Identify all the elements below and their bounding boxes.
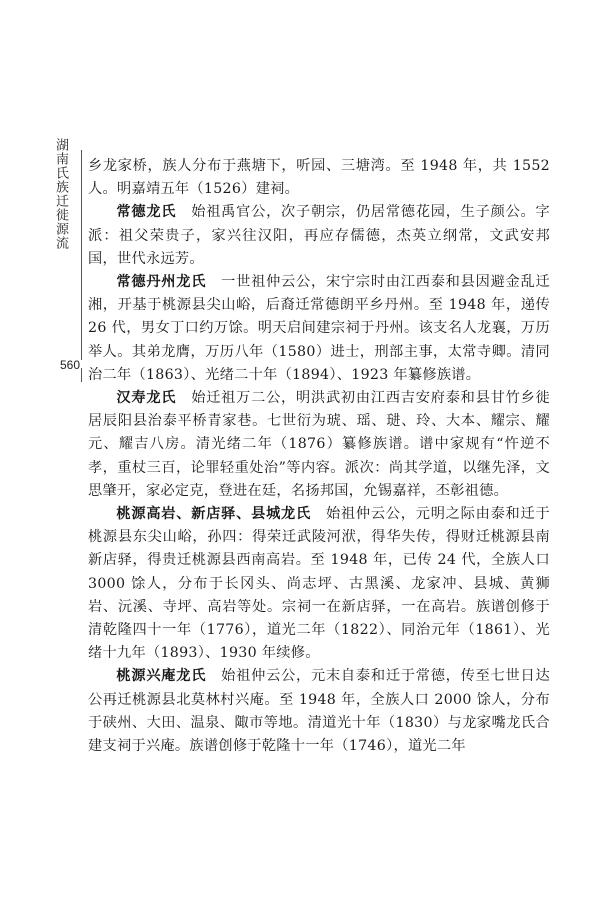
paragraph-text: 始祖仲云公，元明之际由泰和迁于桃源县东尖山峪，孙四：得荣迁武陵河洑，得华失传，得财迁桃源县南新店驿，得贵迁桃源县西南高岩。至 1948 年，已传 24 代，全族人口 3000 馀人，分布于长冈头、尚志坪、古黑溪、龙家冲、县城、黄狮岩、沅溪、寺坪、高岩等处。宗祠一在新店驿，一在高岩。族谱创修于清乾隆四十一年（1776），道光二年（1822）、同治元年（1861）、光绪十九年（1893）、1930 年续修。: [88, 506, 550, 662]
paragraph: [88, 665, 550, 758]
page-number: 560: [60, 358, 81, 372]
paragraph-text: 一世祖仲云公，宋宁宗时由江西泰和县因避金乱迁湘，开基于桃源县尖山峪，后裔迁常德朗平乡丹州。至 1948 年，递传 26 代，男女丁口约万馀。明天启间建宗祠于丹州。该支名人龙襄，万历举人。其弟龙膺，万历八年（1580）进士，刑部主事，太常寺卿。清同治二年（1863）、光绪二十年（1894）、1923 年纂修族谱。: [88, 274, 550, 383]
page-body: [88, 155, 550, 758]
section-heading: 汉寿龙氏: [116, 390, 177, 407]
paragraph-text: 始迁祖万二公，明洪武初由江西吉安府泰和县甘竹乡徙居辰阳县治泰平桥青家巷。七世衍为琥、瑶、琎、玲、大本、耀宗、耀元、耀吉八房。清光绪二年（1876）纂修族谱。谱中家规有“忤逆不孝，重杖三百，论罪轻重处治”等内容。派次：尚其学道，以继先泽，文思肇开，家必定克，登进在廷，名扬邦国，允锡嘉祥，丕彰祖德。: [88, 390, 550, 499]
paragraph: [88, 387, 550, 503]
paragraph-text: 始祖禹官公，次子朝宗，仍居常德花园，生子颜公。字派：祖父荣贵子，家兴往汉阳，再应存儒德，杰英立纲常，文武安邦国，世代永远芳。: [88, 204, 550, 267]
paragraph: [88, 155, 550, 201]
paragraph-text: 乡龙家桥，族人分布于燕塘下，听园、三塘湾。至 1948 年，共 1552 人。明嘉靖五年（1526）建祠。: [88, 158, 550, 198]
section-heading: 桃源高岩、新店驿、县城龙氏: [116, 506, 311, 523]
section-heading: 常德龙氏: [116, 204, 177, 221]
margin-rule-bottom: [81, 368, 82, 382]
section-heading: 常德丹州龙氏: [116, 274, 207, 291]
paragraph: [88, 201, 550, 271]
paragraph: [88, 271, 550, 387]
margin-rule-top: [81, 150, 82, 360]
paragraph-text: 始祖仲云公，元末自泰和迁于常德，传至七世日达公再迁桃源县北莫林村兴庵。至 1948 年，全族人口 2000 馀人，分布于硖州、大田、温泉、陬市等地。清道光十年（1830）与龙家嘴龙氏合建支祠于兴庵。族谱创修于乾隆十一年（1746），道光二年: [88, 668, 550, 755]
section-heading: 桃源兴庵龙氏: [116, 668, 207, 685]
paragraph: [88, 503, 550, 665]
running-title: 湖南氏族迁徙源流: [53, 138, 68, 250]
